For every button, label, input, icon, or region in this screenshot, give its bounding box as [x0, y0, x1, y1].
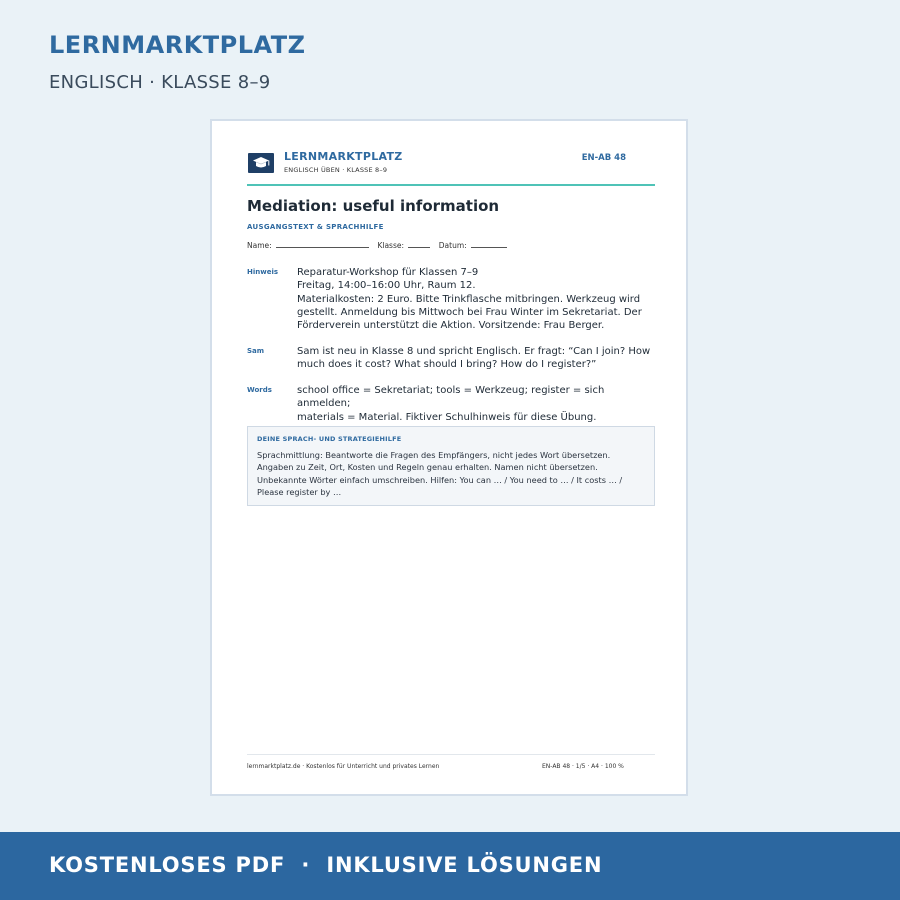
text-line: much does it cost? What should I bring? How do I register?” [297, 359, 597, 371]
tip-line: Please register by … [257, 486, 342, 497]
date-label: Datum: [438, 241, 467, 250]
document-code: EN-AB 48 [581, 153, 626, 163]
sheet-logo-subtitle: ENGLISCH ÜBEN · KLASSE 8–9 [284, 166, 388, 174]
sheet-logo-name: LERNMARKTPLATZ [284, 150, 403, 163]
book-with-graduation-cap-icon [248, 151, 274, 173]
text-line: gestellt. Anmeldung bis Mittwoch bei Frau Winter im Sekretariat. Der [297, 306, 642, 318]
worksheet-preview[interactable] [210, 119, 688, 796]
row-text-sam [297, 345, 657, 372]
text-line: Freitag, 14:00–16:00 Uhr, Raum 12. [297, 280, 476, 292]
text-line: school office = Sekretariat; tools = Werkzeug; register = sich anmelden; [297, 385, 605, 410]
class-label: Klasse: [377, 241, 404, 250]
row-text-words [297, 384, 657, 424]
tip-text [257, 449, 647, 498]
tip-line: Sprachmittlung: Beantworte die Fragen des Empfängers, nicht jedes Wort übersetzen. [257, 450, 611, 460]
brand-subtitle: ENGLISCH · KLASSE 8–9 [49, 72, 271, 93]
row-text-hinweis [297, 266, 657, 332]
name-field[interactable] [276, 240, 369, 248]
brand-title: LERNMARKTPLATZ [49, 31, 306, 59]
tip-line: Angaben zu Zeit, Ort, Kosten und Regeln genau erhalten. Namen nicht übersetzen. [257, 462, 598, 473]
section-label: AUSGANGSTEXT & SPRACHHILFE [247, 223, 384, 231]
document-title: Mediation: useful information [247, 197, 500, 215]
footer-page-info: EN-AB 48 · 1/5 · A4 · 100 % [542, 763, 624, 770]
date-field[interactable] [471, 240, 507, 248]
name-label: Name: [247, 241, 272, 250]
promo-banner-text: KOSTENLOSES PDF · INKLUSIVE LÖSUNGEN [49, 853, 603, 877]
text-line: Reparatur-Workshop für Klassen 7–9 [297, 267, 479, 278]
text-line: Förderverein unterstützt die Aktion. Vorsitzende: Frau Berger. [297, 320, 605, 332]
student-info-fields [247, 240, 513, 250]
class-field[interactable] [408, 240, 430, 248]
row-label-words: Words [247, 386, 272, 394]
promo-banner [0, 832, 900, 900]
footer-divider [247, 754, 655, 755]
tip-title: DEINE SPRACH- UND STRATEGIEHILFE [257, 435, 402, 443]
header-divider [247, 184, 655, 186]
row-label-sam: Sam [247, 347, 265, 355]
text-line: Materialkosten: 2 Euro. Bitte Trinkflasche mitbringen. Werkzeug wird [297, 293, 641, 305]
text-line: materials = Material. Fiktiver Schulhinweis für diese Übung. [297, 411, 597, 423]
tip-line: Unbekannte Wörter einfach umschreiben. Hilfen: You can … / You need to … / It costs … / [257, 474, 623, 485]
row-label-hinweis: Hinweis [247, 268, 279, 276]
text-line: Sam ist neu in Klasse 8 und spricht Englisch. Er fragt: “Can I join? How [297, 346, 651, 357]
footer-left-text: lernmarktplatz.de · Kostenlos für Unterricht und privates Lernen [247, 763, 440, 770]
strategy-tip-box [247, 426, 655, 506]
